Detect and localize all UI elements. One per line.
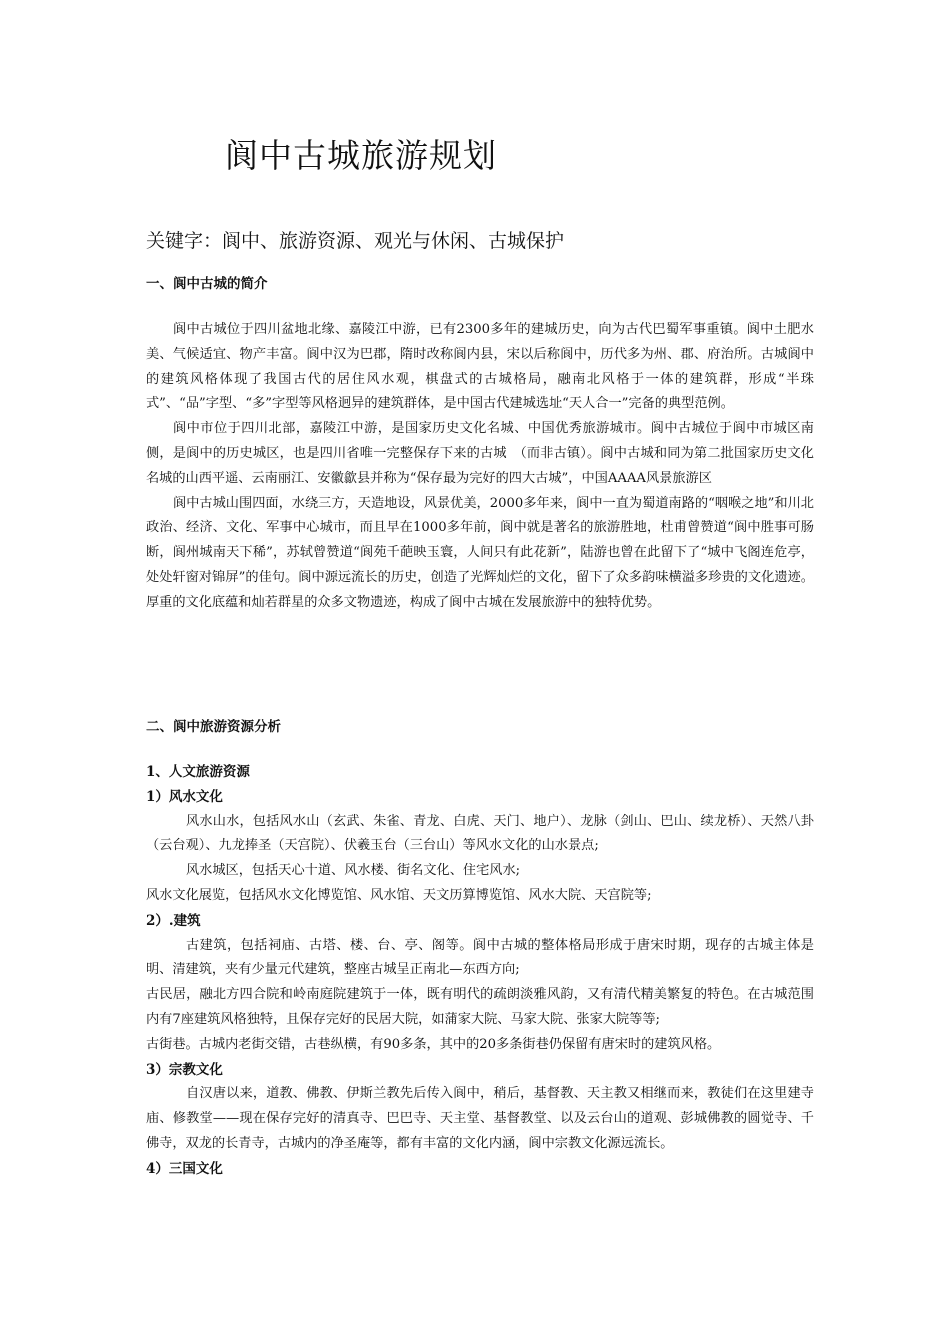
architecture-paragraph-2: 古民居，融北方四合院和岭南庭院建筑于一体，既有明代的疏朗淡雅风韵，又有清代精美繁复的特色。在古城范围内有7座建筑风格独特，且保存完好的民居大院，如蒲家大院、马家大院、张家大院等等; <box>146 987 814 1027</box>
architecture-heading: 2）.建筑 <box>146 912 201 929</box>
fengshui-paragraph-1: 风水山水，包括风水山（玄武、朱雀、青龙、白虎、天门、地户）、龙脉（剑山、巴山、续龙桥）、天然八卦（云台观）、九龙捧圣（天宫院）、伏羲玉台（三台山）等风水文化的山水景点; <box>146 813 814 854</box>
section-1-paragraph-2: 阆中市位于四川北部，嘉陵江中游，是国家历史文化名城、中国优秀旅游城市。阆中古城位于阆中市城区南侧，是阆中的历史城区，也是四川省唯一完整保存下来的古城 （而非古镇）。阆中古城和同为第二批国家历史文化名城的山西平遥、云南丽江、安徽歙县并称为“保存最为完好的四大古城”，中国AAAA风景旅游区 <box>146 421 814 486</box>
keywords-line: 关键字：阆中、旅游资源、观光与休闲、古城保护 <box>146 230 565 252</box>
section-2-body <box>146 760 814 1182</box>
section-2-heading-block <box>146 715 814 740</box>
subsection-humanities-heading: 1、人文旅游资源 <box>146 764 250 780</box>
section-1-paragraph-1: 阆中古城位于四川盆地北缘、嘉陵江中游，已有2300多年的建城历史，向为古代巴蜀军事重镇。阆中土肥水美、气候适宜、物产丰富。阆中汉为巴郡，隋时改称阆内县，宋以后称阆中，历代多为州、郡、府治所。古城阆中的建筑风格体现了我国古代的居住风水观，棋盘式的古城格局，融南北风格于一体的建筑群，形成“半珠式”、“品”字型、“多”字型等风格迥异的建筑群体，是中国古代建城选址“天人合一”完备的典型范例。 <box>146 322 814 412</box>
section-1-heading: 一、阆中古城的简介 <box>146 276 268 292</box>
architecture-paragraph-1: 古建筑，包括祠庙、古塔、楼、台、亭、阁等。阆中古城的整体格局形成于唐宋时期，现存的古城主体是明、清建筑，夹有少量元代建筑，整座古城呈正南北—东西方向; <box>146 937 814 978</box>
document-title: 阆中古城旅游规划 <box>225 136 497 175</box>
section-1-heading-block <box>146 272 814 297</box>
architecture-paragraph-3: 古街巷。古城内老街交错，古巷纵横，有90多条，其中的20多条街巷仍保留有唐宋时的建筑风格。 <box>146 1036 721 1052</box>
religion-paragraph-1: 自汉唐以来，道教、佛教、伊斯兰教先后传入阆中，稍后，基督教、天主教又相继而来，教徒们在这里建寺庙、修教堂——现在保存完好的清真寺、巴巴寺、天主堂、基督教堂、以及云台山的道观、彭城佛教的圆觉寺、千佛寺，双龙的长青寺，古城内的净圣庵等，都有丰富的文化内涵，阆中宗教文化源远流长。 <box>146 1086 814 1151</box>
section-1-body <box>146 318 814 616</box>
fengshui-paragraph-2: 风水城区，包括天心十道、风水楼、街名文化、住宅风水; <box>186 863 521 879</box>
fengshui-paragraph-3: 风水文化展览，包括风水文化博览馆、风水馆、天文历算博览馆、风水大院、天宫院等; <box>146 887 652 903</box>
fengshui-heading: 1）风水文化 <box>146 788 223 805</box>
three-kingdoms-heading: 4）三国文化 <box>146 1160 223 1177</box>
section-1-paragraph-3: 阆中古城山围四面，水绕三方，天造地设，风景优美，2000多年来，阆中一直为蜀道南路的“咽喉之地”和川北政治、经济、文化、军事中心城市，而且早在1000多年前，阆中就是著名的旅游胜地，杜甫曾赞道“阆中胜事可肠断，阆州城南天下稀”，苏轼曾赞道“阆苑千葩映玉寰，人间只有此花新”，陆游也曾在此留下了“城中飞阁连危亭，处处轩窗对锦屏”的佳句。阆中源远流长的历史，创造了光辉灿烂的文化，留下了众多韵味横溢多珍贵的文化遗迹。厚重的文化底蕴和灿若群星的众多文物遗迹，构成了阆中古城在发展旅游中的独特优势。 <box>146 495 814 610</box>
section-2-heading: 二、阆中旅游资源分析 <box>146 719 281 735</box>
religion-heading: 3）宗教文化 <box>146 1061 223 1078</box>
